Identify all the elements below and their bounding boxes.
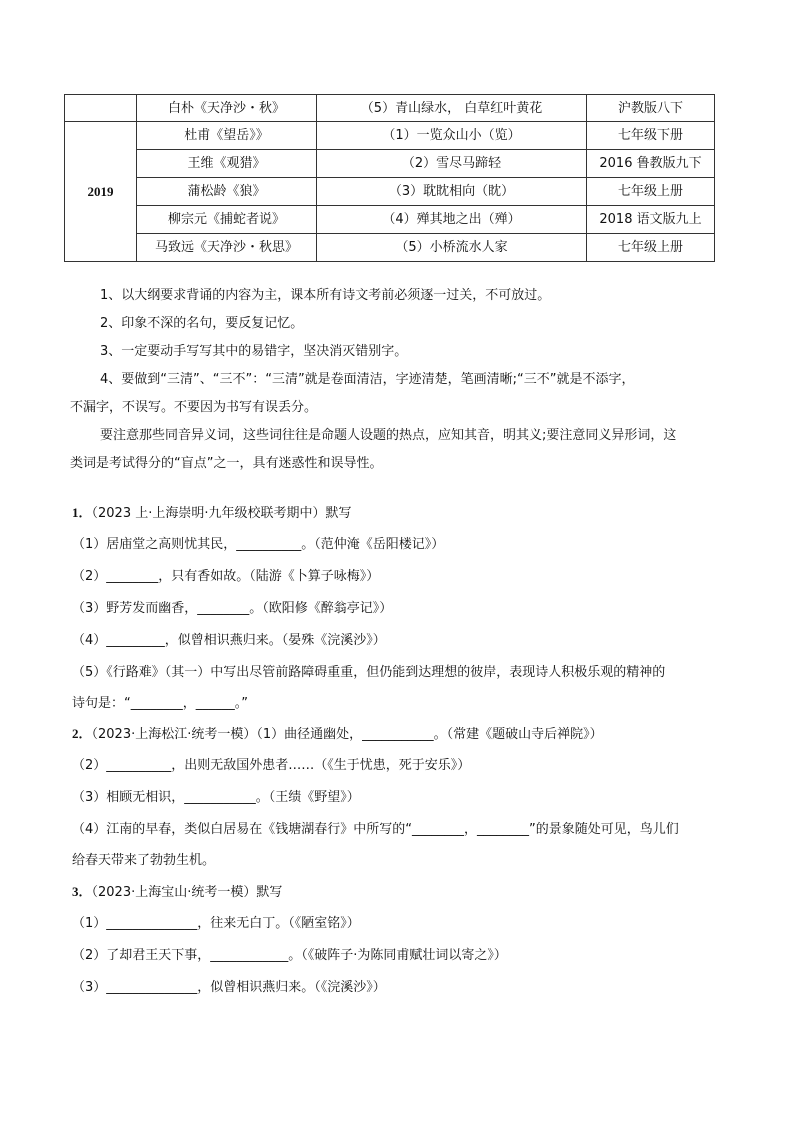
question-number: 1．	[72, 505, 92, 520]
table-cell-textbook: 七年级下册	[587, 122, 715, 150]
table-cell-textbook: 七年级上册	[587, 234, 715, 262]
question-source: （2023·上海宝山·统考一模）默写	[91, 885, 283, 900]
table-cell-textbook: 七年级上册	[587, 178, 715, 206]
question-1	[72, 497, 752, 719]
study-advice	[70, 282, 740, 478]
question-2	[72, 718, 752, 876]
table-cell-line: （5）青山绿水， 白草红叶黄花	[317, 95, 587, 122]
table-cell-line: （5）小桥流水人家	[317, 234, 587, 262]
advice-item: 2、印象不深的名句，要反复记忆。	[100, 316, 304, 331]
syllabus-table	[64, 94, 715, 262]
question-header	[72, 876, 752, 908]
question-header	[72, 718, 752, 750]
question-item: （3）野芳发而幽香，________。（欧阳修《醉翁亭记》）	[72, 601, 393, 616]
question-item: （5）《行路难》（其一）中写出尽管前路障碍重重，但仍能到达理想的彼岸，表现诗人积极乐观的精神的	[72, 665, 666, 680]
question-item: （3）______________，似曾相识燕归来。（《浣溪沙》）	[72, 980, 386, 995]
question-item: （3）相顾无相识，___________。（王绩《野望》）	[72, 790, 360, 805]
table-cell-line: （3）耽眈相向（眈）	[317, 178, 587, 206]
question-item: （2）了却君王天下事，____________。（《破阵子·为陈同甫赋壮词以寄之》）	[72, 948, 507, 963]
table-cell-author-work: 王维《观猎》	[137, 150, 317, 178]
question-source: （2023 上·上海崇明·九年级校联考期中）默写	[91, 506, 352, 521]
table-row	[65, 150, 715, 178]
question-number: 2．	[72, 726, 92, 741]
question-item: （4）江南的早春，类似白居易在《钱塘湖春行》中所写的“________，________”的景象随处可见，鸟儿们	[72, 822, 679, 837]
table-row	[65, 122, 715, 150]
advice-item: 4、要做到“三清”、“三不”：“三清”就是卷面清洁，字迹清楚，笔画清晰;“三不”就是不添字，	[100, 372, 635, 387]
question-number: 3．	[72, 884, 92, 899]
table-cell-year	[65, 95, 137, 122]
advice-item-continued: 不漏字，不误写。不要因为书写有误丢分。	[70, 400, 318, 415]
advice-paragraph: 要注意那些同音异义词，这些词往往是命题人设题的热点，应知其音，明其义;要注意同义异形词，这	[100, 428, 677, 443]
advice-paragraph-continued: 类词是考试得分的“盲点”之一，具有迷惑性和误导性。	[70, 456, 383, 471]
table-cell-author-work: 蒲松龄《狼》	[137, 178, 317, 206]
table-cell-author-work: 白朴《天净沙・秋》	[137, 95, 317, 122]
table-cell-author-work: 杜甫《望岳》》	[137, 122, 317, 150]
question-item: （4）_________，似曾相识燕归来。（晏殊《浣溪沙》）	[72, 633, 386, 648]
table-cell-textbook: 2018 语文版九上	[587, 206, 715, 234]
table-cell-year: 2019	[65, 122, 137, 262]
table-cell-line: （1）一览众山小（览）	[317, 122, 587, 150]
question-item-continued: 诗句是：“________，______。”	[72, 696, 248, 711]
question-header	[72, 497, 752, 529]
question-source: （2023·上海松江·统考一模）（1）曲径通幽处，___________。（常建《题破山寺后禅院》）	[91, 727, 603, 742]
table-cell-textbook: 2016 鲁教版九下	[587, 150, 715, 178]
question-item: （2）__________，出则无敌国外患者……（《生于忧患，死于安乐》）	[72, 758, 471, 773]
question-item: （2）________，只有香如故。（陆游《卜算子咏梅》）	[72, 569, 380, 584]
table-cell-author-work: 马致远《天净沙・秋思》	[137, 234, 317, 262]
advice-item: 3、一定要动手写写其中的易错字，坚决消灭错别字。	[100, 344, 408, 359]
table-row	[65, 206, 715, 234]
table-row	[65, 234, 715, 262]
table-cell-textbook: 沪教版八下	[587, 95, 715, 122]
table-row	[65, 178, 715, 206]
table-row	[65, 95, 715, 122]
table-cell-author-work: 柳宗元《捕蛇者说》	[137, 206, 317, 234]
table-cell-line: （2）雪尽马蹄轻	[317, 150, 587, 178]
question-item-continued: 给春天带来了勃勃生机。	[72, 853, 216, 868]
question-3	[72, 876, 752, 1004]
question-item: （1）居庙堂之高则忧其民，__________。（范仲淹《岳阳楼记》）	[72, 537, 445, 552]
question-item: （1）______________，往来无白丁。（《陋室铭》）	[72, 916, 360, 931]
table-cell-line: （4）殚其地之出（殚）	[317, 206, 587, 234]
advice-item: 1、以大纲要求背诵的内容为主，课本所有诗文考前必须逐一过关，不可放过。	[100, 288, 551, 303]
